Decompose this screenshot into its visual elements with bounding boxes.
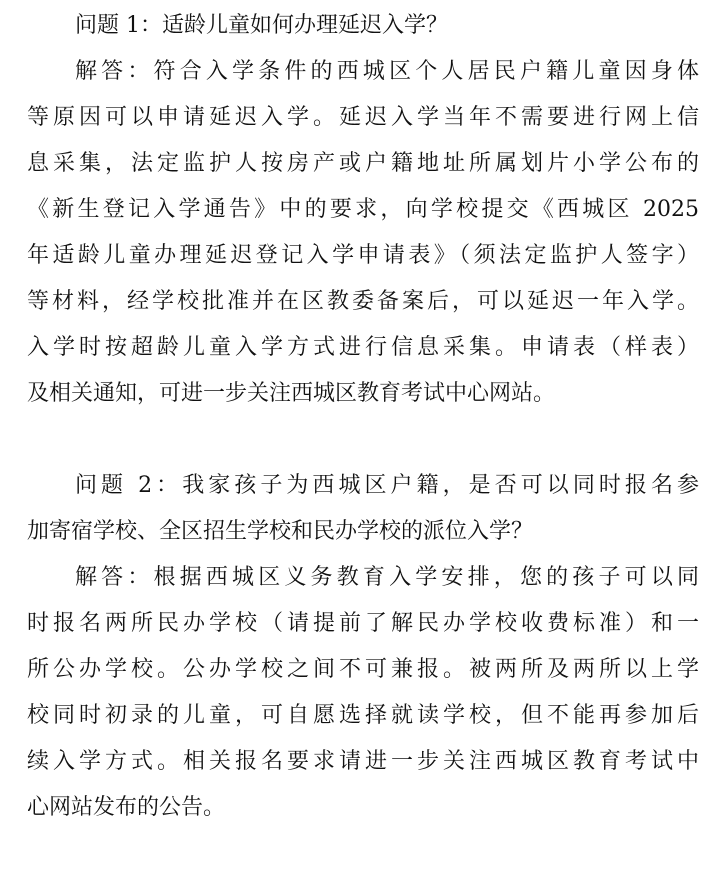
answer-1-line-2: 等原因可以申请延迟入学。延迟入学当年不需要进行网上信: [27, 105, 699, 130]
document-body: [27, 13, 699, 821]
answer-2-line-1: 解答：根据西城区义务教育入学安排，您的孩子可以同: [75, 565, 699, 590]
answer-1-line-6: 等材料，经学校批准并在区教委备案后，可以延迟一年入学。: [27, 289, 699, 314]
answer-2-line-6: 心网站发布的公告。: [27, 795, 226, 820]
answer-1-line-1: 解答：符合入学条件的西城区个人居民户籍儿童因身体: [75, 59, 699, 84]
answer-1-line-5: 年适龄儿童办理延迟登记入学申请表》（须法定监护人签字）: [27, 243, 699, 268]
answer-2-line-4: 校同时初录的儿童，可自愿选择就读学校，但不能再参加后: [27, 703, 699, 728]
answer-1-line-8: 及相关通知，可进一步关注西城区教育考试中心网站。: [27, 381, 556, 406]
answer-2-line-5: 续入学方式。相关报名要求请进一步关注西城区教育考试中: [27, 749, 699, 774]
qa-section-1: [27, 13, 699, 407]
answer-1-line-3: 息采集，法定监护人按房产或户籍地址所属划片小学公布的: [27, 151, 699, 176]
answer-1-line-4: 《新生登记入学通告》中的要求，向学校提交《西城区 2025: [27, 197, 699, 222]
question-2-line-2: 加寄宿学校、全区招生学校和民办学校的派位入学？: [27, 519, 534, 544]
qa-section-2: [27, 473, 699, 821]
answer-2-line-3: 所公办学校。公办学校之间不可兼报。被两所及两所以上学: [27, 657, 699, 682]
question-1-line-1: 问题 1：适龄儿童如何办理延迟入学？: [75, 13, 448, 38]
answer-1-line-7: 入学时按超龄儿童入学方式进行信息采集。申请表（样表）: [27, 335, 699, 360]
question-2-line-1: 问题 2：我家孩子为西城区户籍，是否可以同时报名参: [75, 473, 699, 498]
answer-2-line-2: 时报名两所民办学校（请提前了解民办学校收费标准）和一: [27, 611, 699, 636]
